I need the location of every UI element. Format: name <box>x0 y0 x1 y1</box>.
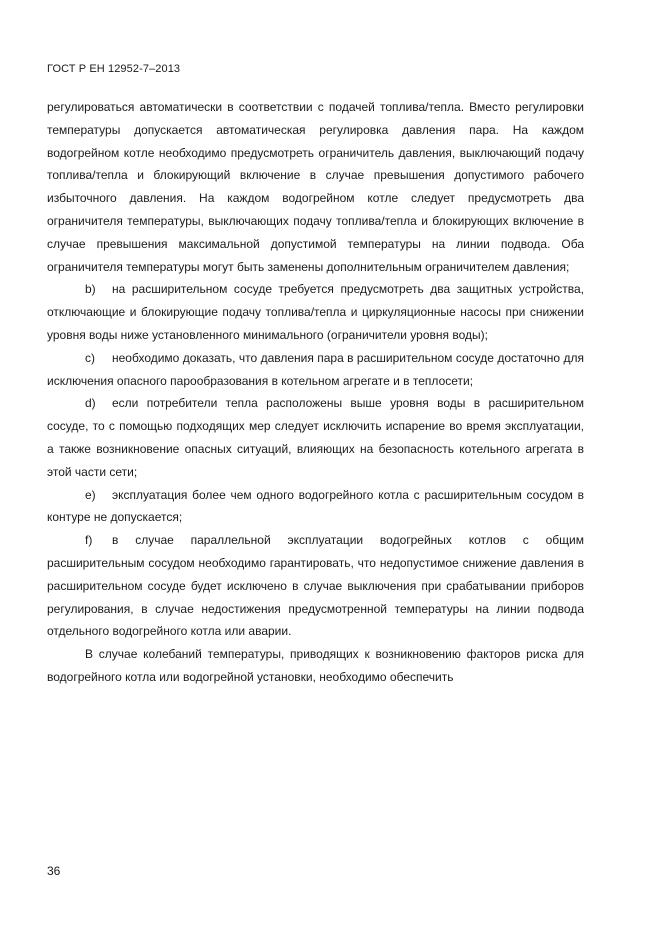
list-item-text: в случае параллельной эксплуатации водогрейных котлов с общим расширительным сосудом необходимо гарантировать, что недопустимое снижение давления в расширительном сосуде будет исключено в случае выключения при срабатывании приборов регулирования, в случае недостижения предусмотренной температуры на линии подвода отдельного водогрейного котла или аварии. <box>47 533 584 639</box>
list-marker: c) <box>85 350 95 365</box>
list-item-f <box>47 529 584 643</box>
list-marker: d) <box>85 396 96 411</box>
list-item-text: если потребители тепла расположены выше уровня воды в расширительном сосуде, то с помощью подходящих мер следует исключить испарение во время эксплуатации, а также возникновение опасных ситуаций, влияющих на безопасность котельного агрегата в этой части сети; <box>47 396 584 479</box>
list-item-text: эксплуатация более чем одного водогрейного котла с расширительным сосудом в контуре не допускается; <box>47 487 584 525</box>
list-marker: b) <box>85 282 96 297</box>
list-item-d <box>47 392 584 483</box>
intro-paragraph: регулироваться автоматически в соответствии с подачей топлива/тепла. Вместо регулировки температуры допускается автоматическая регулировка давления пара. На каждом водогрейном котле необходимо предусмотреть ограничитель давления, выключающий подачу топлива/тепла и блокирующий включение в случае превышения допустимого рабочего избыточного давления. На каждом водогрейном котле следует предусмотреть два ограничителя температуры, выключающих подачу топлива/тепла и блокирующих включение в случае превышения максимальной допустимой температуры на линии подвода. Оба ограничителя температуры могут быть заменены дополнительным ограничителем давления; <box>47 100 584 274</box>
list-item-e <box>47 484 584 530</box>
document-body <box>47 96 584 689</box>
list-item-c <box>47 347 584 393</box>
list-marker: e) <box>85 487 96 502</box>
list-marker: f) <box>85 533 93 548</box>
list-item-text: на расширительном сосуде требуется предусмотреть два защитных устройства, отключающие и блокирующие подачу топлива/тепла и циркуляционные насосы при снижении уровня воды ниже установленного минимального (ограничители уровня воды); <box>47 282 584 342</box>
closing-paragraph: В случае колебаний температуры, приводящих к возникновению факторов риска для водогрейного котла или водогрейной установки, необходимо обеспечить <box>47 647 584 684</box>
list-item-b <box>47 278 584 346</box>
page-number: 36 <box>47 864 61 878</box>
page-header: ГОСТ Р ЕН 12952-7–2013 <box>47 63 181 75</box>
list-item-text: необходимо доказать, что давления пара в расширительном сосуде достаточно для исключения опасного парообразования в котельном агрегате и в теплосети; <box>47 350 584 388</box>
